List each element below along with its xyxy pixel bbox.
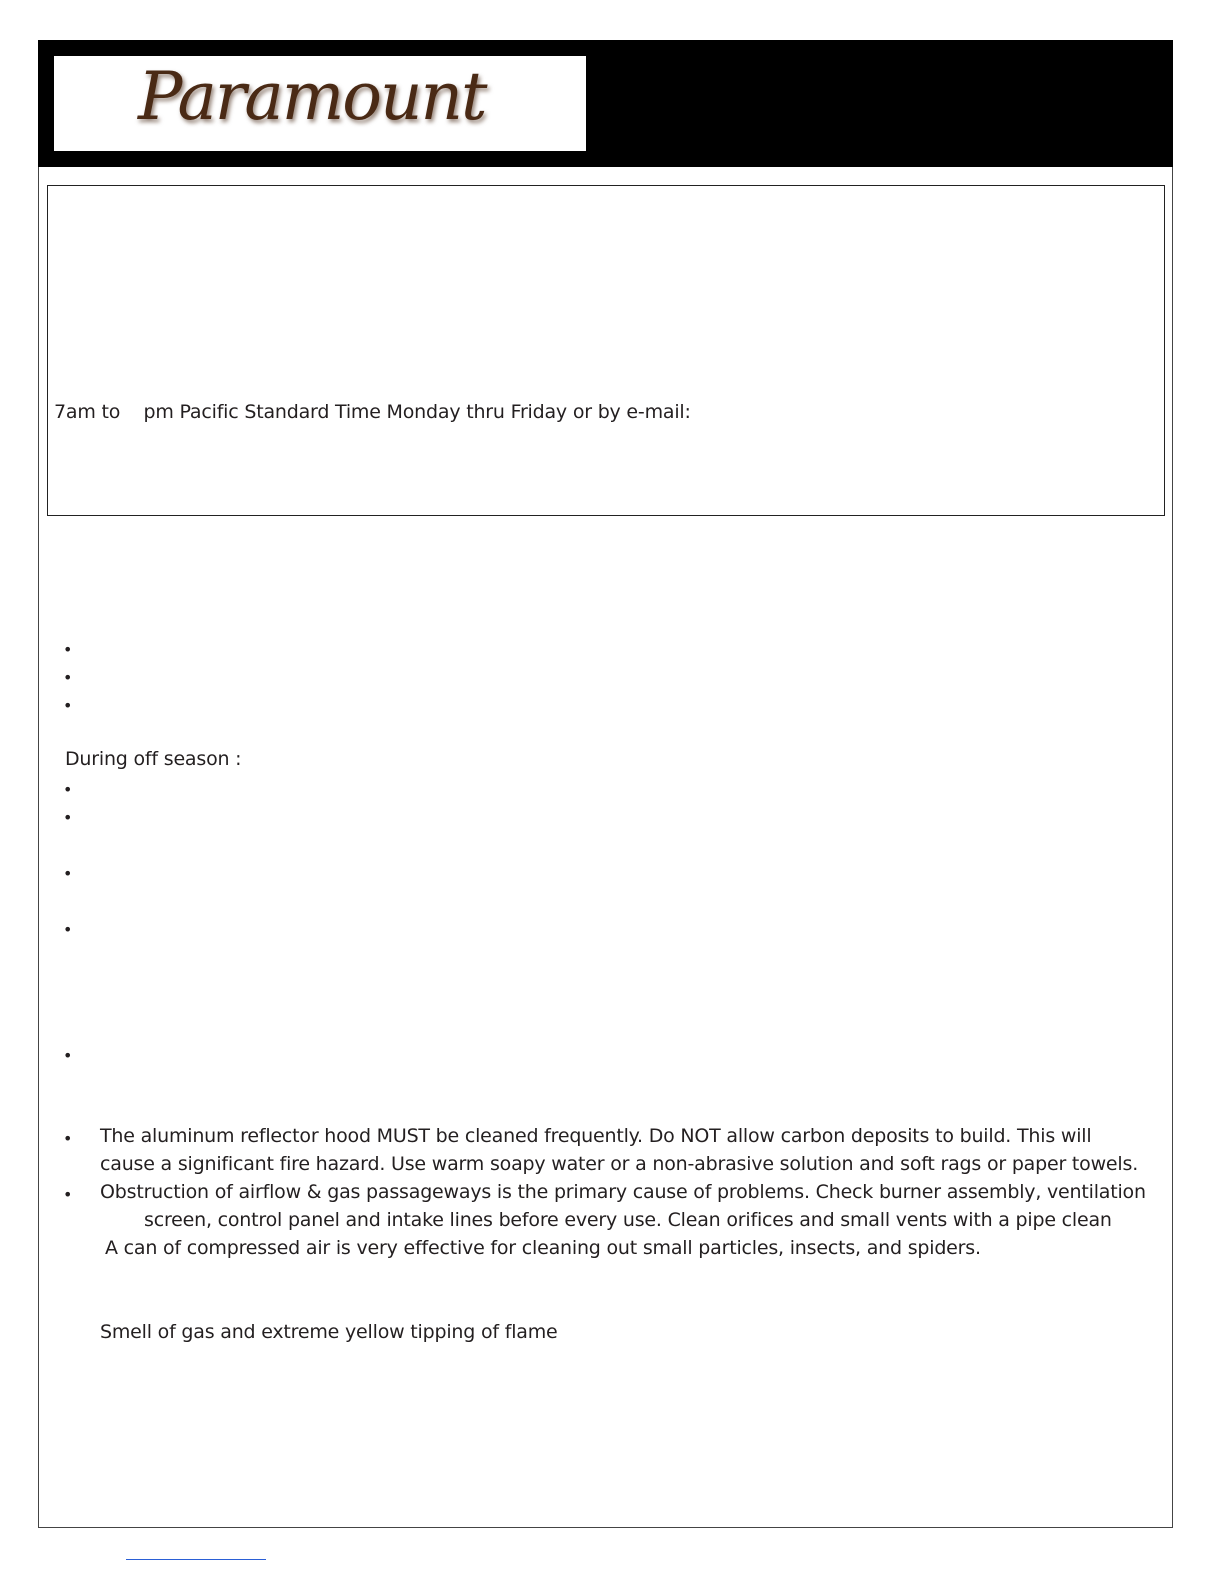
reflector-text-line1: The aluminum reflector hood MUST be cleaned frequently. Do NOT allow carbon deposits to build. This will	[100, 1125, 1092, 1147]
bullet-dot: •	[63, 640, 73, 659]
reflector-text-line2: cause a significant fire hazard. Use warm soapy water or a non-abrasive solution and soft rags or paper towels.	[100, 1153, 1139, 1175]
off-season-heading: During off season :	[65, 748, 242, 770]
bullet-dot: •	[63, 920, 73, 939]
logo-box	[54, 56, 586, 151]
paramount-logo: Paramount	[138, 58, 486, 135]
bullet-dot: •	[63, 808, 73, 827]
obstruction-text-line2: screen, control panel and intake lines before every use. Clean orifices and small vents with a pipe clean	[144, 1209, 1112, 1231]
bullet-dot: •	[63, 696, 73, 715]
footer-link-underline[interactable]	[126, 1559, 266, 1560]
header-bar	[38, 40, 1173, 167]
bullet-dot: •	[63, 1129, 73, 1148]
bullet-dot: •	[63, 668, 73, 687]
bullet-dot: •	[63, 1046, 73, 1065]
obstruction-text-line1: Obstruction of airflow & gas passageways is the primary cause of problems. Check burner assembly, ventilation	[100, 1181, 1146, 1203]
obstruction-text-line3: A can of compressed air is very effective for cleaning out small particles, insects, and spiders.	[105, 1237, 981, 1259]
bullet-dot: •	[63, 780, 73, 799]
contact-info-box	[47, 185, 1165, 516]
bullet-dot: •	[63, 864, 73, 883]
bullet-dot: •	[63, 1185, 73, 1204]
troubleshooting-symptom: Smell of gas and extreme yellow tipping of flame	[100, 1321, 558, 1343]
business-hours-text: 7am to pm Pacific Standard Time Monday thru Friday or by e-mail:	[54, 401, 691, 423]
